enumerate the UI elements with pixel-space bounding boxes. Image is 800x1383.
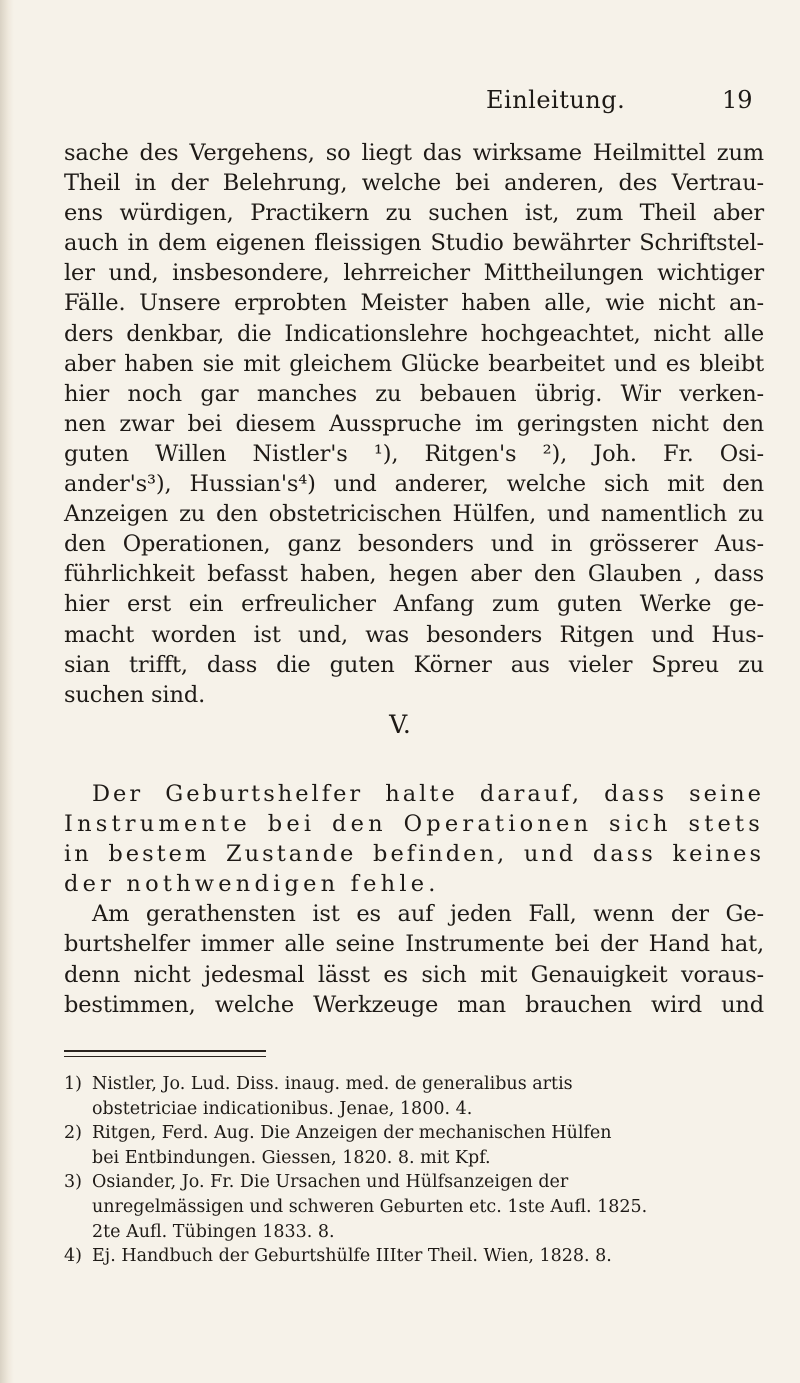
footnote-mark: 3) (64, 1172, 82, 1193)
text-line: aber haben sie mit gleichem Glücke bearbeitet und es bleibt (64, 350, 764, 377)
text-line: hier noch gar manches zu bebauen übrig. Wir verken- (64, 380, 764, 407)
text-line: ens würdigen, Practikern zu suchen ist, zum Theil aber (64, 200, 764, 227)
text-line: hier erst ein erfreulicher Anfang zum guten Werke ge- (64, 591, 764, 618)
footnote-text: Osiander, Jo. Fr. Die Ursachen und Hülfsanzeigen der (92, 1172, 569, 1193)
paragraph-1 (64, 138, 764, 710)
text-line: bestimmen, welche Werkzeuge man brauchen wird und (64, 991, 764, 1018)
text-line: sian trifft, dass die guten Körner aus vieler Spreu zu (64, 651, 764, 678)
text-line: ander's³), Hussian's⁴) und anderer, welche sich mit den (64, 471, 764, 498)
text-line: sache des Vergehens, so liegt das wirksame Heilmittel zum (64, 140, 764, 166)
main-text (64, 138, 764, 710)
footnote-2 (64, 1121, 764, 1170)
footnotes (64, 1072, 764, 1269)
page-binding-edge (0, 0, 14, 1383)
paragraph-2 (64, 899, 764, 1019)
page-number: 19 (722, 86, 753, 114)
text-line: Anzeigen zu den obstetricischen Hülfen, und namentlich zu (64, 501, 764, 528)
footnote-mark: 1) (64, 1074, 82, 1094)
text-line: Theil in der Belehrung, welche bei anderen, des Vertrau- (64, 170, 764, 197)
footnote-text: Ej. Handbuch der Geburtshülfe IIIter Theil. Wien, 1828. 8. (92, 1246, 612, 1267)
footnote-text: Ritgen, Ferd. Aug. Die Anzeigen der mechanischen Hülfen (92, 1123, 612, 1144)
footnote-text: unregelmässigen und schweren Geburten etc. 1ste Aufl. 1825. (92, 1196, 648, 1217)
section-v-text (64, 779, 764, 1020)
rule-statement (64, 779, 764, 899)
text-line: führlichkeit befasst haben, hegen aber den Glauben , dass (64, 561, 764, 588)
footnote-text: Nistler, Jo. Lud. Diss. inaug. med. de generalibus artis (92, 1074, 573, 1094)
page-header (0, 86, 800, 126)
footnote-text: bei Entbindungen. Giessen, 1820. 8. mit Kpf. (92, 1147, 491, 1168)
rule-line: der nothwendigen fehle. (64, 871, 440, 898)
rule-line: Der Geburtshelfer halte darauf, dass seine (92, 781, 764, 807)
footnote-1 (64, 1072, 764, 1121)
text-line: den Operationen, ganz besonders und in grösserer Aus- (64, 531, 764, 558)
text-line: ders denkbar, die Indicationslehre hochgeachtet, nicht alle (64, 320, 764, 347)
text-line: nen zwar bei diesem Ausspruche im geringsten nicht den (64, 410, 764, 437)
text-line: Am gerathensten ist es auf jeden Fall, wenn der Ge- (92, 901, 764, 928)
rule-line: in bestem Zustande befinden, und dass keines (64, 841, 764, 868)
footnote-mark: 2) (64, 1123, 82, 1144)
text-line: denn nicht jedesmal lässt es sich mit Genauigkeit voraus- (64, 961, 764, 988)
text-line: auch in dem eigenen fleissigen Studio bewährter Schriftstel- (64, 230, 764, 257)
text-line: Fälle. Unsere erprobten Meister haben alle, wie nicht an- (64, 290, 764, 317)
footnote-mark: 4) (64, 1246, 82, 1267)
footnote-3 (64, 1170, 764, 1244)
footnote-text: obstetriciae indicationibus. Jenae, 1800. 4. (92, 1098, 473, 1119)
text-line: burtshelfer immer alle seine Instrumente bei der Hand hat, (64, 931, 764, 958)
footnote-4 (64, 1244, 764, 1269)
separator-rule (64, 1056, 266, 1057)
rule-line: Instrumente bei den Operationen sich stets (64, 811, 764, 838)
running-title: Einleitung. (486, 86, 626, 114)
separator-rule (64, 1050, 266, 1052)
text-line: macht worden ist und, was besonders Ritgen und Hus- (64, 621, 764, 648)
section-numeral: V. (389, 710, 411, 739)
text-line: ler und, insbesondere, lehrreicher Mittheilungen wichtiger (64, 260, 764, 287)
footnote-separator (64, 1050, 266, 1061)
text-line: suchen sind. (64, 681, 206, 708)
text-line: guten Willen Nistler's ¹), Ritgen's ²), Joh. Fr. Osi- (64, 440, 764, 467)
footnote-text: 2te Aufl. Tübingen 1833. 8. (92, 1221, 335, 1242)
